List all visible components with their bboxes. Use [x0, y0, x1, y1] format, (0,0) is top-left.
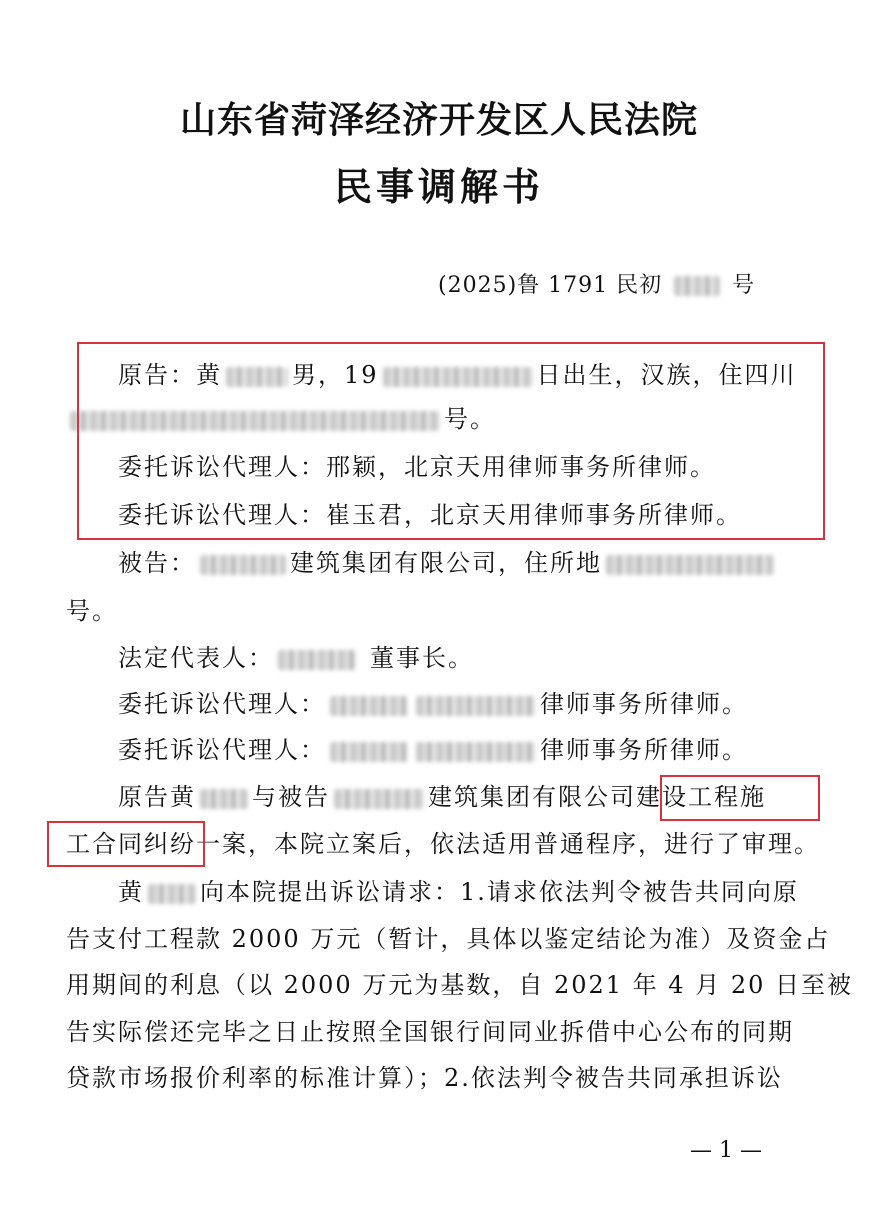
case-number: [438, 268, 755, 299]
plaintiff-birth-prefix: 19: [344, 361, 379, 389]
agent-firm-suffix: 律师事务所律师。: [540, 736, 748, 764]
p2-a: 黄: [118, 878, 144, 906]
defendant-address-end: 号。: [66, 597, 118, 625]
defendant-line: [118, 548, 778, 578]
p1-f: 一案，本院立案后，依法适用普通程序，进行了审理。: [196, 830, 820, 858]
agent-label: 委托诉讼代理人：: [118, 690, 326, 718]
redacted-company: [334, 789, 424, 809]
paragraph-2-line-4: 告实际偿还完毕之日止按照全国银行间同业拆借中心公布的同期: [66, 1018, 794, 1046]
paragraph-2-line-3: 用期间的利息（以 2000 万元为基数，自 2021 年 4 月 20 日至被: [66, 971, 853, 999]
plaintiff-gender: 男，: [292, 361, 344, 389]
p1-case-type-part2: 工合同纠纷: [66, 830, 196, 858]
case-number-suffix: 号: [732, 273, 756, 298]
document-title: 民事调解书: [333, 164, 544, 209]
defendant-agent-1: [118, 689, 748, 719]
highlight-box-case-type-1: [660, 775, 820, 821]
legal-rep-line: [118, 643, 474, 673]
legal-rep-title: 董事长。: [370, 644, 474, 672]
court-name: 山东省菏泽经济开发区人民法院: [179, 99, 698, 141]
redacted-name: [148, 884, 196, 904]
plaintiff-address-end: 号。: [444, 405, 496, 433]
highlight-box-case-type-2: [47, 821, 205, 867]
redacted-address: [606, 555, 774, 575]
p1-c: 建筑集团有限公司: [428, 783, 636, 811]
redacted-company: [200, 555, 286, 575]
p2-b: 向本院提出诉讼请求：1.请求依法判令被告共同向原: [200, 878, 799, 906]
plaintiff-surname: 黄: [196, 361, 222, 389]
redacted-firm: [416, 742, 536, 762]
redacted-name: [200, 789, 248, 809]
redacted-firm: [416, 696, 536, 716]
plaintiff-agent-1: 委托诉讼代理人：邢颖，北京天用律师事务所律师。: [118, 453, 716, 481]
legal-rep-label: 法定代表人：: [118, 644, 274, 672]
paragraph-2-line-5: 贷款市场报价利率的标准计算）；2.依法判令被告共同承担诉讼: [66, 1064, 783, 1092]
redacted-name: [330, 696, 408, 716]
agent-firm-suffix: 律师事务所律师。: [540, 690, 748, 718]
plaintiff-agent-2: 委托诉讼代理人：崔玉君，北京天用律师事务所律师。: [118, 501, 742, 529]
plaintiff-birth-rest: 日出生，汉族，住四川: [536, 361, 797, 389]
defendant-agent-2: [118, 735, 748, 765]
defendant-name-rest: 建筑集团有限公司，住所地: [290, 549, 602, 577]
paragraph-2-line-2: 告支付工程款 2000 万元（暂计，具体以鉴定结论为准）及资金占: [66, 925, 831, 953]
paragraph-2-line-1: [118, 877, 799, 907]
highlight-box-plaintiff: [77, 342, 825, 540]
defendant-label: 被告：: [118, 549, 196, 577]
page-number: — 1 —: [690, 1138, 762, 1163]
case-number-prefix: (2025)鲁 1791 民初: [438, 273, 663, 298]
agent-label: 委托诉讼代理人：: [118, 736, 326, 764]
p1-case-type-part1: 建设工程施: [636, 783, 766, 811]
plaintiff-label: 原告：: [118, 361, 196, 389]
redacted-name: [278, 650, 356, 670]
redacted-case-id: [674, 276, 720, 296]
p1-b: 与被告: [252, 783, 330, 811]
redacted-name: [330, 742, 408, 762]
p1-a: 原告黄: [118, 783, 196, 811]
